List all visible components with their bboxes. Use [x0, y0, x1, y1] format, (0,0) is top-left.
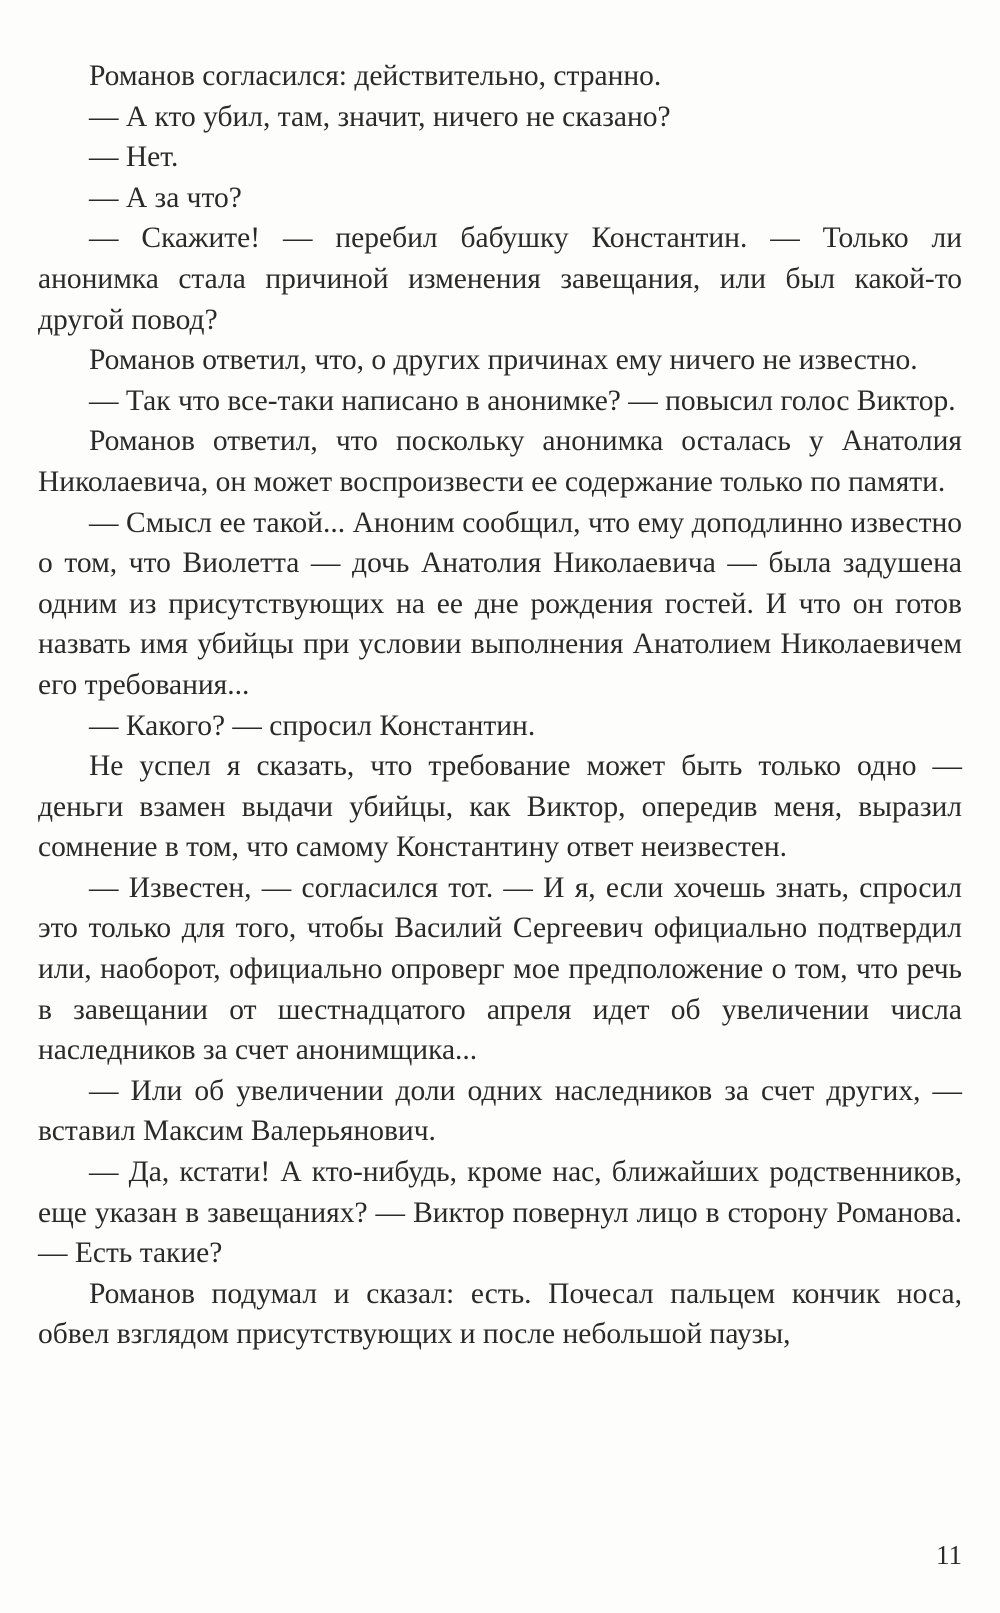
paragraph: — Известен, — согласился тот. — И я, если хочешь знать, спросил это только для того, чтобы Василий Сергеевич официально подтвердил или, наоборот, официально опроверг мое предположение о том, что речь в завещании от шестнадцатого апреля идет об увеличении числа наследников за счет анонимщика... — [38, 871, 962, 1067]
paragraph: — Какого? — спросил Константин. — [89, 709, 536, 742]
paragraph: Романов согласился: действительно, странно. — [89, 60, 662, 92]
paragraph: — А за что? — [89, 181, 242, 214]
paragraph: Романов ответил, что, о других причинах ему ничего не известно. — [89, 344, 918, 377]
paragraph: — А кто убил, там, значит, ничего не сказано? — [89, 100, 671, 133]
paragraph: — Нет. — [89, 141, 179, 174]
page-text — [38, 56, 962, 1355]
paragraph: — Да, кстати! А кто-нибудь, кроме нас, ближайших родственников, еще указан в завещаниях? — Виктор повернул лицо в сторону Романова. — Есть такие? — [38, 1156, 962, 1270]
paragraph: — Скажите! — перебил бабушку Константин. — Только ли анонимка стала причиной изменения завещания, или был какой-то другой повод? — [38, 222, 962, 336]
page-number: 11 — [936, 1540, 962, 1570]
paragraph: — Смысл ее такой... Аноним сообщил, что ему доподлинно известно о том, что Виолетта — дочь Анатолия Николаевича — была задушена одним из присутствующих на ее дне рождения гостей. И что он готов назвать имя убийцы при условии выполнения Анатолием Николаевичем его требования... — [38, 506, 962, 701]
paragraph: — Так что все-таки написано в анонимке? — повысил голос Виктор. — [89, 384, 956, 417]
paragraph: Не успел я сказать, что требование может быть только одно — деньги взамен выдачи убийцы, как Виктор, опередив меня, выразил сомнение в том, что самому Константину ответ неизвестен. — [38, 750, 962, 864]
paragraph: Романов подумал и сказал: есть. Почесал пальцем кончик носа, обвел взглядом присутствующих и после небольшой паузы, — [38, 1277, 962, 1351]
paragraph: Романов ответил, что поскольку анонимка осталась у Анатолия Николаевича, он может воспроизвести ее содержание только по памяти. — [38, 425, 962, 498]
paragraph: — Или об увеличении доли одних наследников за счет других, — вставил Максим Валерьянович. — [38, 1074, 962, 1148]
